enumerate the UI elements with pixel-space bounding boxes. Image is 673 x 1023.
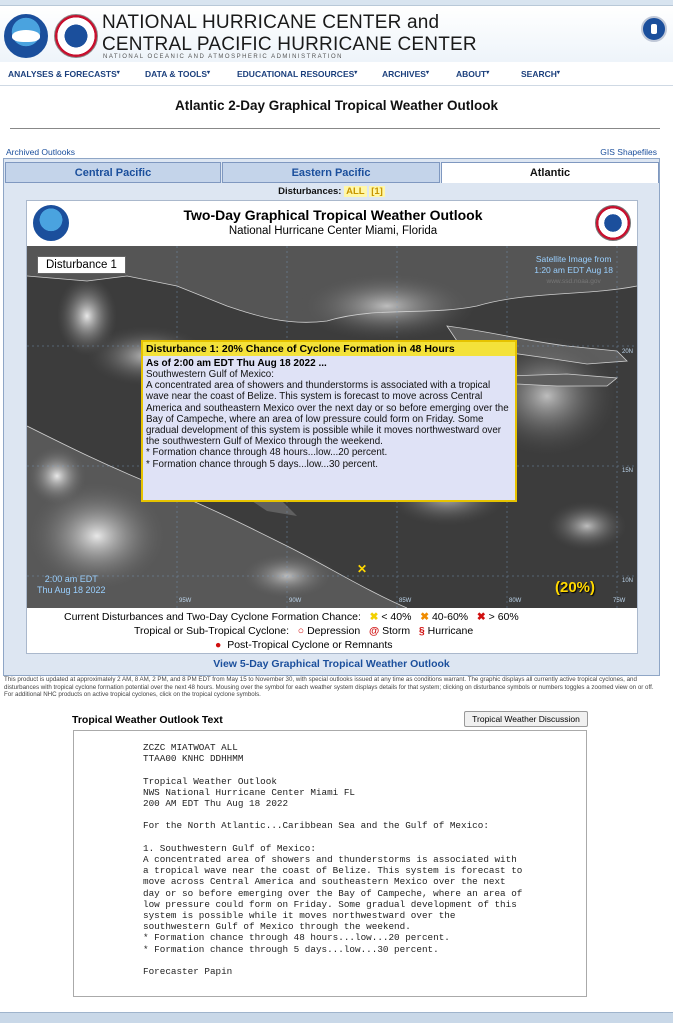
disturbance-1-label[interactable]: Disturbance 1 — [37, 256, 126, 274]
chevron-down-icon: ▾ — [556, 70, 560, 76]
popup-body: Southwestern Gulf of Mexico: A concentrated area of showers and thunderstorms is associated with a tropical wave near the coast of Belize. This system is forecast to move across Central America and southeastern Mexico over the next day or so before emerging over the Bay of Campeche, where an area of low pressure could form on Friday. Some gradual development of this system is possible while it moves northwestward over the southwestern Gulf of Mexico through the weekend. * Formation chance through 48 hours...low...20 percent. * Formation chance through 5 days...low...30 percent. — [146, 369, 509, 470]
commerce-seal-icon[interactable] — [641, 16, 667, 42]
outlook-panel — [3, 158, 660, 676]
chevron-down-icon: ▾ — [486, 70, 490, 76]
chevron-down-icon: ▾ — [116, 70, 120, 76]
gis-shapefiles-link[interactable]: GIS Shapefiles — [600, 147, 657, 157]
nav-analyses-forecasts[interactable]: ANALYSES & FORECASTS▾ — [8, 69, 120, 79]
legend-row-disturbances: Current Disturbances and Two-Day Cyclone Formation Chance: ✖ < 40% ✖ 40-60% ✖ > 60% — [64, 611, 519, 623]
low-chance-x-icon: ✖ — [369, 611, 379, 623]
lat-label-20n: 20N — [622, 349, 634, 355]
storm-icon: @ — [368, 625, 380, 637]
site-title-line2[interactable]: CENTRAL PACIFIC HURRICANE CENTER — [102, 34, 477, 55]
disturbances-label: Disturbances: — [278, 186, 342, 197]
lon-label-90w: 90W — [289, 598, 302, 604]
main-nav — [0, 62, 673, 86]
tropical-weather-discussion-button[interactable]: Tropical Weather Discussion — [464, 711, 588, 727]
title-divider — [10, 128, 660, 129]
product-update-note: This product is updated at approximately 2 AM, 8 AM, 2 PM, and 8 PM EDT from May 15 to November 30, with special outlooks issued at any time as conditions warrant. The graphic displays all currently active tropical cyclones, and disturbances with tropical cyclone formation potential over the next 48 hours. Mousing over the symbol for each weather system displays details for that system; clicking on disturbance symbols or numbers toggles a zoomed view on or off. For additional NHC products on active tropical cyclones, click on the tropical cyclone symbols. — [4, 676, 654, 698]
nav-archives[interactable]: ARCHIVES▾ — [382, 69, 429, 79]
lon-label-85w: 85W — [399, 598, 412, 604]
lon-label-95w: 95W — [179, 598, 192, 604]
footer-strip — [0, 1012, 673, 1023]
noaa-logo[interactable] — [4, 14, 48, 58]
graphic-subtitle: National Hurricane Center Miami, Florida — [228, 225, 438, 237]
site-subtitle: NATIONAL OCEANIC AND ATMOSPHERIC ADMINISTRATION — [103, 54, 343, 60]
satellite-map[interactable] — [27, 246, 637, 608]
legend-row-cyclones: Tropical or Sub-Tropical Cyclone: ○ Depression @ Storm § Hurricane — [134, 625, 474, 637]
disturbance-1-link[interactable]: [1] — [371, 186, 383, 197]
map-legend — [27, 609, 637, 653]
site-title-line1[interactable]: NATIONAL HURRICANE CENTER and — [102, 12, 440, 33]
post-tropical-icon: ● — [215, 639, 222, 651]
hurricane-icon: § — [418, 625, 425, 637]
popup-heading: Disturbance 1: 20% Chance of Cyclone Formation in 48 Hours — [143, 342, 515, 356]
depression-icon: ○ — [297, 625, 305, 637]
medium-chance-x-icon: ✖ — [420, 611, 430, 623]
outlook-graphic — [26, 200, 638, 654]
nav-about[interactable]: ABOUT▾ — [456, 69, 490, 79]
two-text-box — [73, 730, 587, 997]
popup-as-of: As of 2:00 am EDT Thu Aug 18 2022 ... — [146, 358, 327, 369]
product-timestamp: 2:00 am EDT Thu Aug 18 2022 — [37, 574, 106, 595]
disturbance-x-marker-icon[interactable]: ✕ — [357, 562, 368, 576]
chevron-down-icon: ▾ — [425, 70, 429, 76]
tab-central-pacific[interactable]: Central Pacific — [5, 162, 221, 183]
archived-outlooks-link[interactable]: Archived Outlooks — [6, 147, 75, 157]
graphic-title: Two-Day Graphical Tropical Weather Outlook — [183, 207, 483, 223]
tab-atlantic[interactable]: Atlantic — [441, 162, 659, 183]
disturbances-bar — [4, 186, 659, 197]
chance-badge[interactable]: (20%) — [555, 579, 596, 596]
chevron-down-icon: ▾ — [354, 70, 358, 76]
lon-label-75w: 75W — [613, 598, 626, 604]
page-title: Atlantic 2-Day Graphical Tropical Weather Outlook — [174, 98, 499, 113]
two-text-content: ZCZC MIATWOAT ALL TTAA00 KNHC DDHHMM Tropical Weather Outlook NWS National Hurricane Center Miami FL 200 AM EDT Thu Aug 18 2022 For the North Atlantic...Caribbean Sea and the Gulf of Mexico: 1. Southwestern Gulf of Mexico: A concentrated area of showers and thunderstorms is associated with a tropical wave near the coast of Belize. This system is forecast to move across Central America and southeastern Mexico over the next day or so before emerging over the Bay of Campeche, where an area of low pressure could form on Friday. Some gradual development of this system is possible while it moves northwestward over the southwestern Gulf of Mexico through the weekend. * Formation chance through 48 hours...low...20 percent. * Formation chance through 5 days...low...30 percent. Forecaster Papin — [143, 742, 523, 978]
satellite-timestamp: Satellite Image from 1:20 am EDT Aug 18 www.ssd.noaa.gov — [534, 254, 613, 285]
chevron-down-icon: ▾ — [207, 70, 211, 76]
legend-row-post-tropical: ● Post-Tropical Cyclone or Remnants — [215, 639, 393, 651]
nav-educational-resources[interactable]: EDUCATIONAL RESOURCES▾ — [237, 69, 358, 79]
nws-logo[interactable] — [54, 14, 98, 58]
site-header — [0, 6, 673, 62]
lat-label-10n: 10N — [622, 578, 634, 584]
nav-search[interactable]: SEARCH▾ — [521, 69, 560, 79]
disturbances-all-link[interactable]: ALL — [346, 186, 365, 197]
noaa-bird-icon — [12, 30, 40, 42]
nav-data-tools[interactable]: DATA & TOOLS▾ — [145, 69, 211, 79]
lat-label-15n: 15N — [622, 468, 634, 474]
two-text-title: Tropical Weather Outlook Text — [72, 714, 223, 726]
high-chance-x-icon: ✖ — [476, 611, 486, 623]
view-5-day-link[interactable]: View 5-Day Graphical Tropical Weather Outlook — [213, 658, 450, 670]
disturbance-popup — [141, 340, 517, 502]
lon-label-80w: 80W — [509, 598, 522, 604]
tab-eastern-pacific[interactable]: Eastern Pacific — [222, 162, 440, 183]
